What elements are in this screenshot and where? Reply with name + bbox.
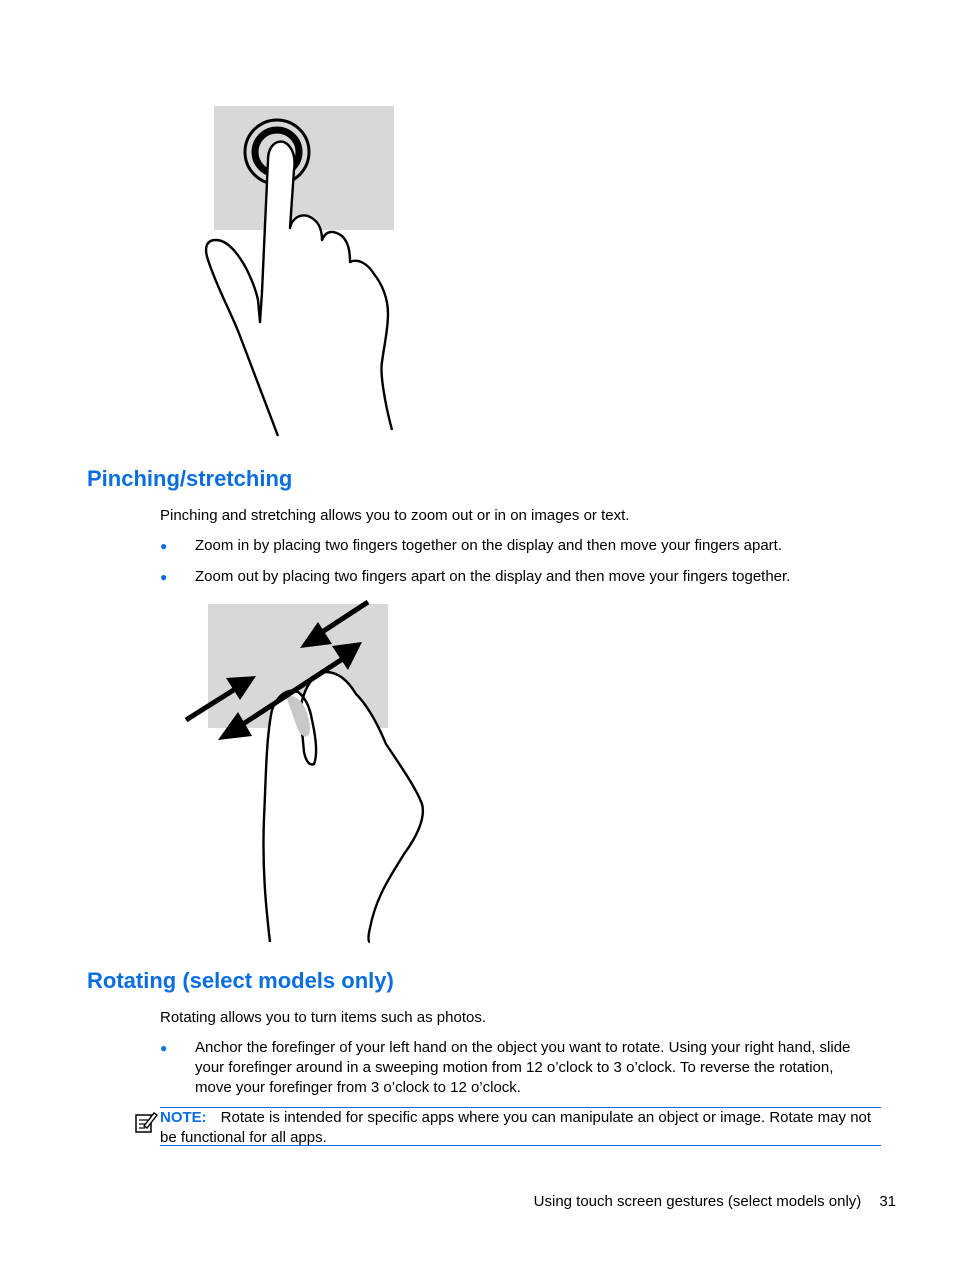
bullet-icon: ● bbox=[160, 570, 168, 584]
footer-title: Using touch screen gestures (select models only) bbox=[533, 1193, 862, 1210]
tap-gesture-icon bbox=[200, 100, 420, 440]
bullet-icon: ● bbox=[160, 1041, 168, 1055]
note-box bbox=[160, 1107, 881, 1146]
bullet-icon: ● bbox=[160, 539, 168, 553]
pinching-intro: Pinching and stretching allows you to zoom out or in on images or text. bbox=[160, 507, 630, 524]
bullet-text: Zoom in by placing two fingers together on the display and then move your fingers apart. bbox=[195, 537, 782, 554]
note-text: Rotate is intended for specific apps where you can manipulate an object or image. Rotate may not be functional for all apps. bbox=[160, 1109, 872, 1146]
page-number: 31 bbox=[879, 1193, 896, 1210]
pinch-gesture-icon bbox=[180, 598, 440, 948]
rotating-intro: Rotating allows you to turn items such as photos. bbox=[160, 1009, 487, 1026]
page-footer bbox=[534, 1192, 896, 1212]
note-pencil-icon bbox=[134, 1110, 158, 1134]
bullet-text: Anchor the forefinger of your left hand on the object you want to rotate. Using your right hand, slide your forefinger around in a sweeping motion from 12 o’clock to 3 o’clock. To reverse the rotation, move your forefinger from 3 o’clock to 12 o’clock. bbox=[195, 1039, 851, 1096]
bullet-text: Zoom out by placing two fingers apart on the display and then move your fingers together. bbox=[195, 568, 791, 585]
note-label: NOTE: bbox=[160, 1109, 207, 1126]
section-heading-pinching: Pinching/stretching bbox=[87, 466, 293, 491]
section-heading-rotating: Rotating (select models only) bbox=[87, 968, 394, 993]
